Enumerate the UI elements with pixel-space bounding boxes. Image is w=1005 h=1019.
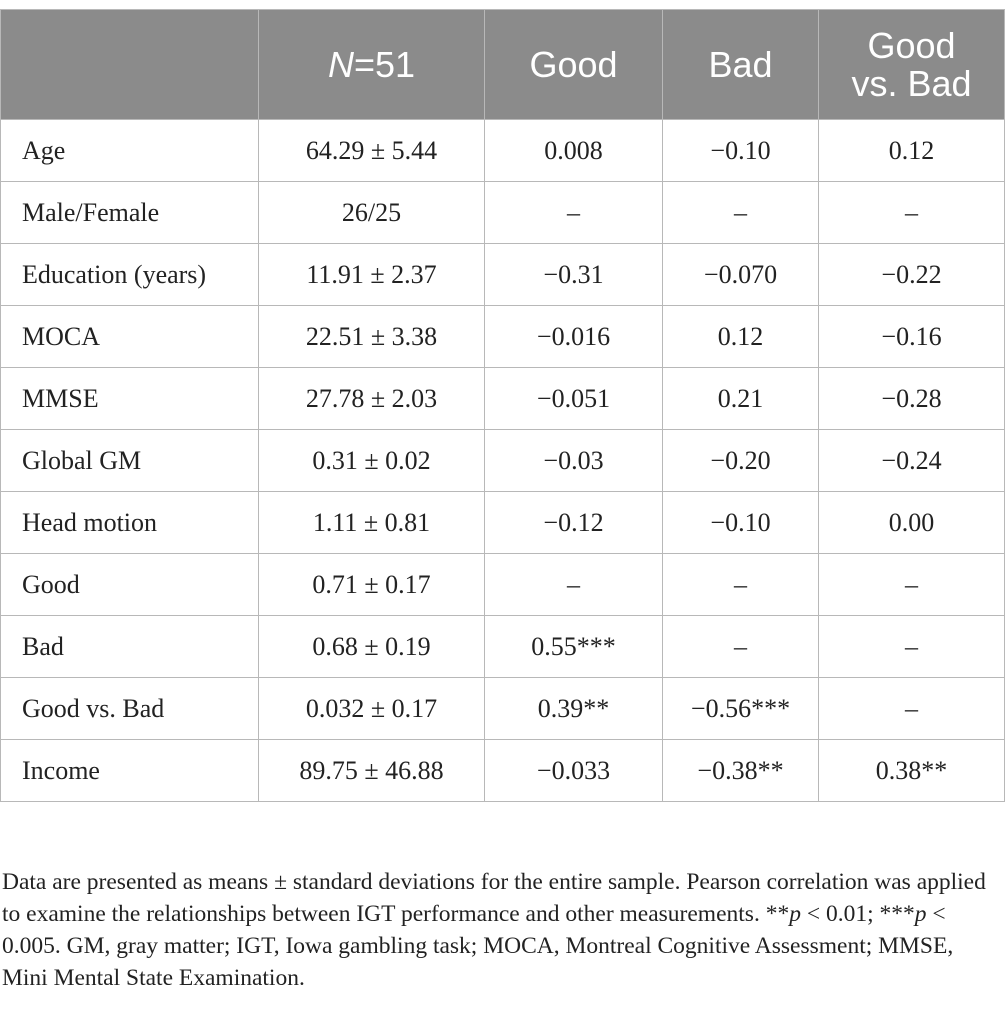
table-row <box>1 430 1005 492</box>
header-good-vs-bad <box>819 10 1005 120</box>
row-label: Good vs. Bad <box>1 678 259 740</box>
cell-bad: −0.10 <box>663 120 819 182</box>
table-row <box>1 120 1005 182</box>
cell-good: −0.033 <box>485 740 663 802</box>
cell-good: −0.12 <box>485 492 663 554</box>
table-header-row <box>1 10 1005 120</box>
footnote-p-symbol-2: p <box>914 901 927 927</box>
header-label-col <box>1 10 259 120</box>
row-label: Male/Female <box>1 182 259 244</box>
cell-bad: −0.070 <box>663 244 819 306</box>
table-footnote <box>2 866 1002 994</box>
row-label: Bad <box>1 616 259 678</box>
table-row <box>1 554 1005 616</box>
header-n-value: =51 <box>353 43 416 85</box>
header-bad: Bad <box>663 10 819 120</box>
cell-sample: 22.51 ± 3.38 <box>259 306 485 368</box>
cell-sample: 89.75 ± 46.88 <box>259 740 485 802</box>
cell-sample: 64.29 ± 5.44 <box>259 120 485 182</box>
header-good: Good <box>485 10 663 120</box>
footnote-part-2: < 0.01; *** <box>800 901 915 927</box>
header-good-vs-bad-line2: vs. Bad <box>851 62 972 104</box>
table-row <box>1 740 1005 802</box>
cell-good-vs-bad: – <box>819 182 1005 244</box>
cell-good: 0.55*** <box>485 616 663 678</box>
cell-good-vs-bad: 0.12 <box>819 120 1005 182</box>
table-row <box>1 368 1005 430</box>
cell-sample: 0.31 ± 0.02 <box>259 430 485 492</box>
cell-good: −0.03 <box>485 430 663 492</box>
footnote-part-1: Data are presented as means ± standard deviations for the entire sample. Pearson correlation was applied to examine the relationships between IGT performance and other measurements. ** <box>2 869 986 927</box>
cell-good-vs-bad: −0.24 <box>819 430 1005 492</box>
row-label: Global GM <box>1 430 259 492</box>
table-row <box>1 182 1005 244</box>
cell-good: −0.31 <box>485 244 663 306</box>
cell-bad: – <box>663 554 819 616</box>
cell-good-vs-bad: – <box>819 678 1005 740</box>
row-label: MMSE <box>1 368 259 430</box>
cell-good-vs-bad: −0.16 <box>819 306 1005 368</box>
cell-good: – <box>485 554 663 616</box>
row-label: Head motion <box>1 492 259 554</box>
row-label: Income <box>1 740 259 802</box>
cell-sample: 0.71 ± 0.17 <box>259 554 485 616</box>
cell-good: −0.051 <box>485 368 663 430</box>
header-sample-size <box>259 10 485 120</box>
cell-good-vs-bad: – <box>819 616 1005 678</box>
footnote-part-3: < 0.005. GM, gray matter; IGT, Iowa gambling task; MOCA, Montreal Cognitive Assessment; MMSE, Mini Mental State Examination. <box>2 901 954 991</box>
header-good-vs-bad-line1: Good <box>867 24 956 66</box>
cell-sample: 11.91 ± 2.37 <box>259 244 485 306</box>
cell-sample: 27.78 ± 2.03 <box>259 368 485 430</box>
cell-good-vs-bad: – <box>819 554 1005 616</box>
table-row <box>1 492 1005 554</box>
results-table <box>0 9 1005 802</box>
cell-good-vs-bad: 0.00 <box>819 492 1005 554</box>
header-n-variable: N <box>327 43 354 85</box>
table-row <box>1 244 1005 306</box>
cell-bad: −0.38** <box>663 740 819 802</box>
cell-sample: 0.68 ± 0.19 <box>259 616 485 678</box>
cell-good: −0.016 <box>485 306 663 368</box>
footnote-p-symbol-1: p <box>789 901 801 927</box>
cell-bad: −0.10 <box>663 492 819 554</box>
cell-bad: – <box>663 616 819 678</box>
cell-bad: 0.21 <box>663 368 819 430</box>
row-label: Age <box>1 120 259 182</box>
row-label: Education (years) <box>1 244 259 306</box>
cell-bad: 0.12 <box>663 306 819 368</box>
row-label: MOCA <box>1 306 259 368</box>
cell-sample: 0.032 ± 0.17 <box>259 678 485 740</box>
cell-sample: 1.11 ± 0.81 <box>259 492 485 554</box>
table-row <box>1 616 1005 678</box>
cell-good: – <box>485 182 663 244</box>
cell-bad: – <box>663 182 819 244</box>
cell-good: 0.39** <box>485 678 663 740</box>
cell-good-vs-bad: 0.38** <box>819 740 1005 802</box>
cell-good: 0.008 <box>485 120 663 182</box>
row-label: Good <box>1 554 259 616</box>
cell-good-vs-bad: −0.28 <box>819 368 1005 430</box>
cell-good-vs-bad: −0.22 <box>819 244 1005 306</box>
table-row <box>1 306 1005 368</box>
cell-sample: 26/25 <box>259 182 485 244</box>
cell-bad: −0.20 <box>663 430 819 492</box>
cell-bad: −0.56*** <box>663 678 819 740</box>
table-row <box>1 678 1005 740</box>
